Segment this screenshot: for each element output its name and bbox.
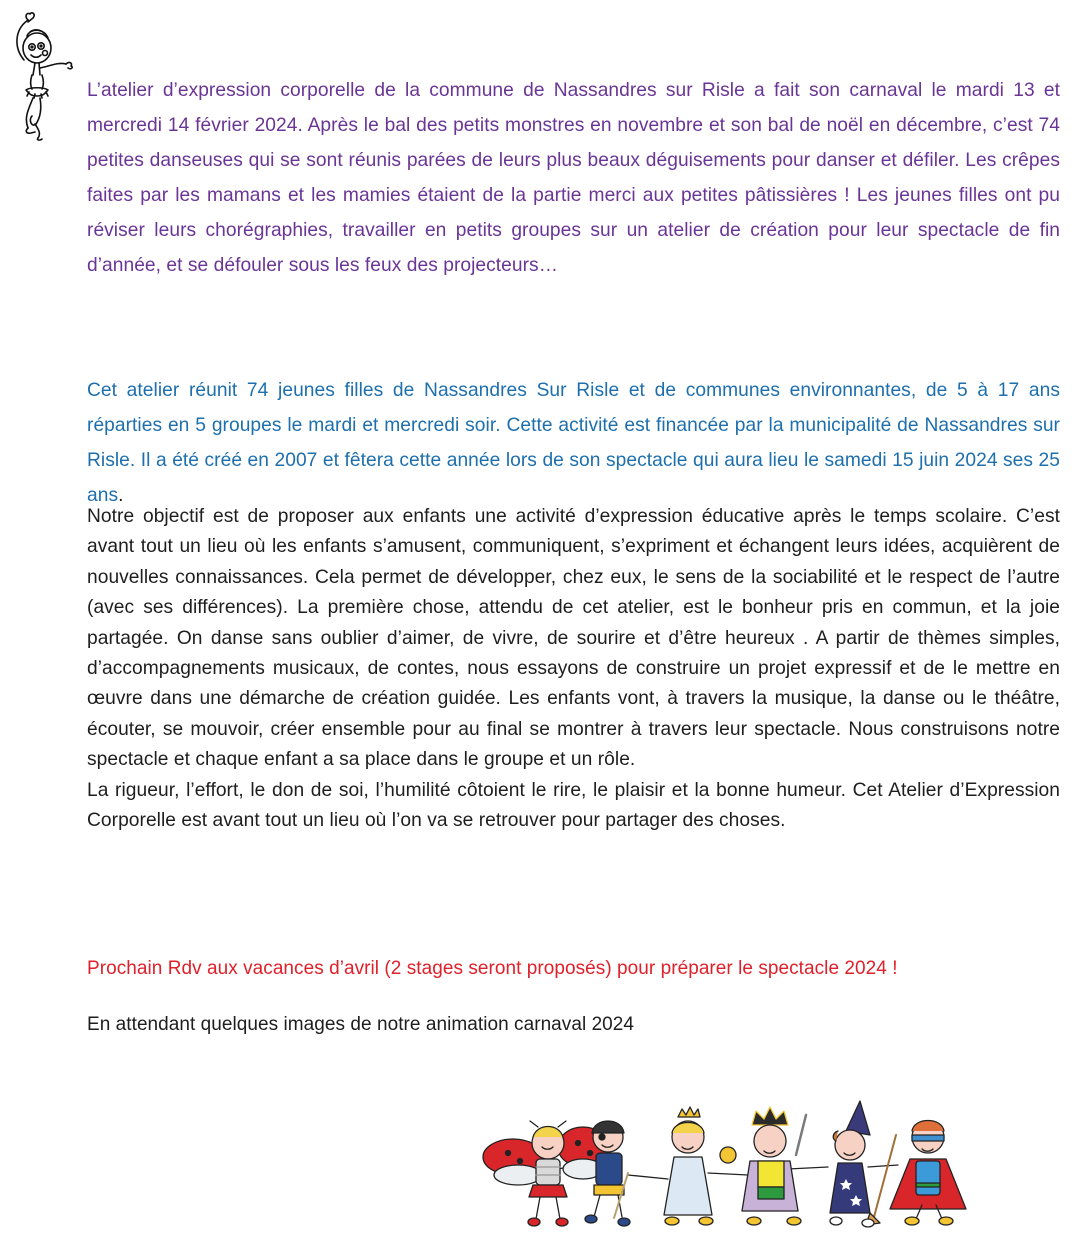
costumed-children-illustration-icon: [478, 1095, 978, 1255]
dancer-illustration-icon: [2, 8, 76, 144]
info-text: Cet atelier réunit 74 jeunes filles de Nassandres Sur Risle et de communes environnantes, de 5 à 17 ans réparties en 5 groupes le mardi et mercredi soir. Cette activité est financée par la municipalité de Nassandres sur Risle. Il a été créé en 2007 et fêtera cette année lors de son spectacle qui aura lieu le samedi 15 juin 2024 ses 25 ans: [87, 380, 1060, 506]
goal-text-part1: Notre objectif est de proposer aux enfants une activité d’expression éducative après le temps scolaire. C’est avant tout un lieu où les enfants s’amusent, communiquent, s’expriment et échangent leurs idées, acquièrent de nouvelles connaissances. Cela permet de développer, chez eux, le sens de la sociabilité et le respect de l’autre (avec ses différences). La première chose, attendu de cet atelier, est le bonheur pris en commun, et la joie partagée. On danse sans oublier d’aimer, de vivre, de sourire et d’être heureux . A partir de thèmes simples, d’accompagnements musicaux, de contes, nous essayons de construire un projet expressif et de le mettre en œuvre dans une démarche de création guidée. Les enfants vont, à travers la musique, la danse ou le théâtre, écouter, se mouvoir, créer ensemble pour au final se montrer à travers leur spectacle. Nous construisons notre spectacle et chaque enfant a sa place dans le groupe et un rôle.: [87, 506, 1060, 771]
kid-princess: [664, 1107, 736, 1225]
goal-text-part2: La rigueur, l’effort, le don de soi, l’humilité côtoient le rire, le plaisir et la bonne humeur. Cet Atelier d’Expression Corporelle est avant tout un lieu où l’on va se retrouver pour partager des choses.: [87, 779, 1060, 832]
info-end-punct: .: [118, 485, 124, 506]
kid-ladybug: [483, 1121, 608, 1226]
intro-paragraph: L’atelier d’expression corporelle de la commune de Nassandres sur Risle a fait son carnaval le mardi 13 et mercredi 14 février 2024. Après le bal des petits monstres en novembre et son bal de noël en décembre, c’est 74 petites danseuses qui se sont réunis parées de leurs plus beaux déguisements pour danser et défiler. Les crêpes faites par les mamans et les mamies étaient de la partie merci aux petites pâtissières ! Les jeunes filles ont pu réviser leurs chorégraphies, travailler en petits groupes sur un atelier de création pour leur spectacle de fin d’année, et se défouler sous les feux des projecteurs…: [87, 80, 1060, 276]
closing-text: En attendant quelques images de notre animation carnaval 2024: [87, 1014, 635, 1035]
info-paragraph: [87, 373, 1060, 513]
kid-superhero: [890, 1121, 966, 1226]
kid-king: [742, 1107, 806, 1225]
announcement-text: Prochain Rdv aux vacances d’avril (2 stages seront proposés) pour préparer le spectacle 2024 !: [87, 958, 898, 979]
kid-witch: [830, 1101, 896, 1227]
goal-paragraph: [87, 502, 1060, 836]
